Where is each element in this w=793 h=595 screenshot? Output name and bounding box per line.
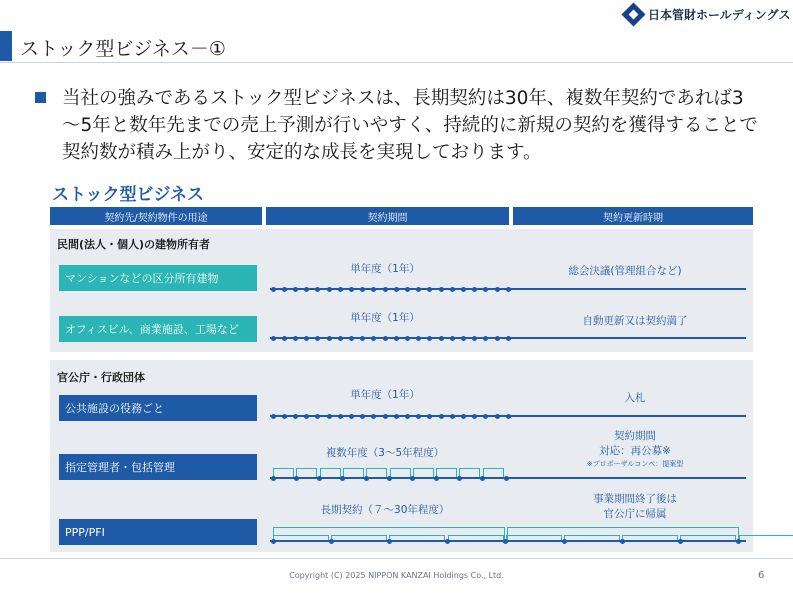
renewal-designated-manager-note: ※プロポーザルコンペ：提案型 <box>586 460 684 468</box>
timeline-dot <box>394 414 399 419</box>
row-label-office: オフィスビル、商業施設、工場など <box>59 316 257 342</box>
page-title: ストック型ビジネス－① <box>20 38 226 60</box>
contract-period-box <box>273 468 294 477</box>
timeline-dot <box>450 287 455 292</box>
timeline-dot <box>495 336 500 341</box>
timeline-dot <box>338 336 343 341</box>
timeline-dot <box>678 539 683 544</box>
column-header-period: 契約期間 <box>266 207 509 225</box>
timeline-dot <box>439 336 444 341</box>
title-accent-bar <box>0 31 12 61</box>
timeline-dot <box>327 336 332 341</box>
timeline-dot <box>457 476 462 481</box>
timeline-dot <box>387 476 392 481</box>
timeline-dot <box>360 287 365 292</box>
timeline-dot <box>416 414 421 419</box>
timeline-dot <box>329 539 334 544</box>
timeline-dot <box>383 287 388 292</box>
timeline-dot <box>371 287 376 292</box>
timeline-dot <box>271 539 276 544</box>
timeline-dot <box>562 539 567 544</box>
renewal-office: 自動更新又は契約満了 <box>582 315 688 327</box>
timeline-dot <box>427 414 432 419</box>
contract-period-box <box>331 535 387 540</box>
timeline-dot <box>282 287 287 292</box>
timeline-dot <box>349 414 354 419</box>
timeline-dot <box>461 414 466 419</box>
timeline-dot <box>480 476 485 481</box>
bullet-square-icon <box>35 92 46 103</box>
timeline-dot <box>439 287 444 292</box>
timeline-dot <box>394 336 399 341</box>
contract-period-box <box>413 468 434 477</box>
timeline-dot <box>495 287 500 292</box>
timeline-office <box>270 333 746 343</box>
bullet-text: 当社の強みであるストック型ビジネスは、長期契約は30年、複数年契約であれば3～5年と数年先までの売上予測が行いやすく、持続的に新規の契約を獲得することで契約数が積み上がり、安定的な成長を実現しております。 <box>62 88 758 163</box>
timeline-dot <box>371 414 376 419</box>
company-logo <box>625 6 790 23</box>
row-label-condominium: マンションなどの区分所有建物 <box>59 265 257 291</box>
timeline-dot <box>506 414 511 419</box>
period-public-facility: 単年度（1年） <box>350 389 420 401</box>
timeline-dot <box>506 287 511 292</box>
row-label-designated-manager: 指定管理者・包括管理 <box>59 454 257 480</box>
timeline-dot <box>371 336 376 341</box>
timeline-dot <box>503 539 508 544</box>
group-label-private: 民間(法人・個人)の建物所有者 <box>57 238 211 251</box>
timeline-dot <box>360 336 365 341</box>
row-label-ppp-pfi: PPP/PFI <box>59 519 257 545</box>
timeline-dot <box>736 539 741 544</box>
contract-period-box <box>320 468 341 477</box>
renewal-designated-manager-line2: 対応：再公募※ <box>599 445 671 457</box>
contract-period-box <box>389 535 445 540</box>
timeline-dot <box>315 287 320 292</box>
page-number: 6 <box>758 570 765 581</box>
timeline-dot <box>405 287 410 292</box>
contract-period-box <box>564 535 620 540</box>
timeline-dot <box>294 476 299 481</box>
timeline-dot <box>349 336 354 341</box>
timeline-dot <box>282 336 287 341</box>
timeline-dot <box>506 336 511 341</box>
timeline-dot <box>427 336 432 341</box>
title-divider <box>0 62 793 63</box>
timeline-dot <box>317 476 322 481</box>
timeline-dot <box>483 287 488 292</box>
period-designated-manager: 複数年度（3～5年程度） <box>325 447 445 459</box>
contract-period-box <box>390 468 411 477</box>
contract-period-box <box>483 468 504 477</box>
contract-period-box <box>296 468 317 477</box>
renewal-ppp-pfi-line1: 事業期間終了後は <box>593 493 677 505</box>
timeline-dot <box>293 287 298 292</box>
timeline-dot <box>439 414 444 419</box>
timeline-dot <box>495 414 500 419</box>
timeline-dot <box>349 287 354 292</box>
timeline-dot <box>504 476 509 481</box>
timeline-dot <box>405 414 410 419</box>
section-title: ストック型ビジネス <box>52 185 204 205</box>
timeline-dot <box>434 476 439 481</box>
timeline-dot <box>461 336 466 341</box>
timeline-dot <box>394 287 399 292</box>
column-header-usage: 契約先/契約物件の用途 <box>50 207 262 225</box>
timeline-dot <box>387 539 392 544</box>
timeline-dot <box>304 336 309 341</box>
timeline-dot <box>304 287 309 292</box>
period-ppp-pfi: 長期契約（７～30年程度） <box>320 504 450 516</box>
copyright-text: Copyright (C) 2025 NIPPON KANZAI Holdings Co., Ltd. <box>289 571 504 580</box>
contract-period-box <box>506 535 562 540</box>
timeline-dot <box>293 336 298 341</box>
timeline-dot <box>483 414 488 419</box>
timeline-dot <box>472 414 477 419</box>
timeline-dot <box>271 287 276 292</box>
timeline-dot <box>282 414 287 419</box>
timeline-dot <box>383 414 388 419</box>
contract-period-box <box>622 535 678 540</box>
timeline-dot <box>315 414 320 419</box>
renewal-public-facility: 入札 <box>624 392 646 404</box>
timeline-dot <box>327 414 332 419</box>
timeline-dot <box>620 539 625 544</box>
timeline-dot <box>427 287 432 292</box>
column-header-renewal: 契約更新時期 <box>513 207 753 225</box>
renewal-ppp-pfi-line2: 官公庁に帰属 <box>603 508 667 520</box>
timeline-dot <box>445 539 450 544</box>
logo-diamond-icon <box>621 2 645 26</box>
timeline-dot <box>304 414 309 419</box>
contract-period-box <box>436 468 457 477</box>
timeline-dot <box>271 476 276 481</box>
renewal-designated-manager-line1: 契約期間 <box>614 430 656 442</box>
timeline-dot <box>315 336 320 341</box>
timeline-dot <box>483 336 488 341</box>
timeline-dot <box>271 414 276 419</box>
timeline-dot <box>293 414 298 419</box>
period-condominium: 単年度（1年） <box>350 263 420 275</box>
logo-text: 日本管財ホールディングス <box>648 8 791 22</box>
contract-period-box <box>448 535 504 540</box>
contract-period-box <box>273 535 329 540</box>
timeline-dot <box>461 287 466 292</box>
contract-period-box <box>366 468 387 477</box>
timeline-dot <box>338 414 343 419</box>
period-office: 単年度（1年） <box>350 312 420 324</box>
timeline-public-facility <box>270 411 746 421</box>
timeline-dot <box>338 287 343 292</box>
footer-divider <box>0 558 793 559</box>
timeline-dot <box>271 336 276 341</box>
contract-period-box <box>739 535 793 540</box>
timeline-dot <box>416 287 421 292</box>
group-label-public: 官公庁・行政団体 <box>57 371 145 384</box>
timeline-dot <box>472 287 477 292</box>
timeline-dot <box>410 476 415 481</box>
timeline-dot <box>340 476 345 481</box>
timeline-condominium <box>270 284 746 294</box>
renewal-condominium: 総会決議(管理組合など) <box>568 265 682 277</box>
timeline-dot <box>360 414 365 419</box>
timeline-dot <box>383 336 388 341</box>
timeline-dot <box>450 336 455 341</box>
timeline-dot <box>405 336 410 341</box>
timeline-dot <box>472 336 477 341</box>
row-label-public-facility: 公共施設の役務ごと <box>59 395 257 421</box>
contract-period-box <box>459 468 480 477</box>
contract-period-box <box>680 535 736 540</box>
timeline-ppp-pfi <box>270 525 746 547</box>
contract-period-box <box>343 468 364 477</box>
timeline-dot <box>364 476 369 481</box>
timeline-dot <box>416 336 421 341</box>
timeline-designated-manager <box>270 465 746 483</box>
timeline-dot <box>450 414 455 419</box>
timeline-dot <box>327 287 332 292</box>
